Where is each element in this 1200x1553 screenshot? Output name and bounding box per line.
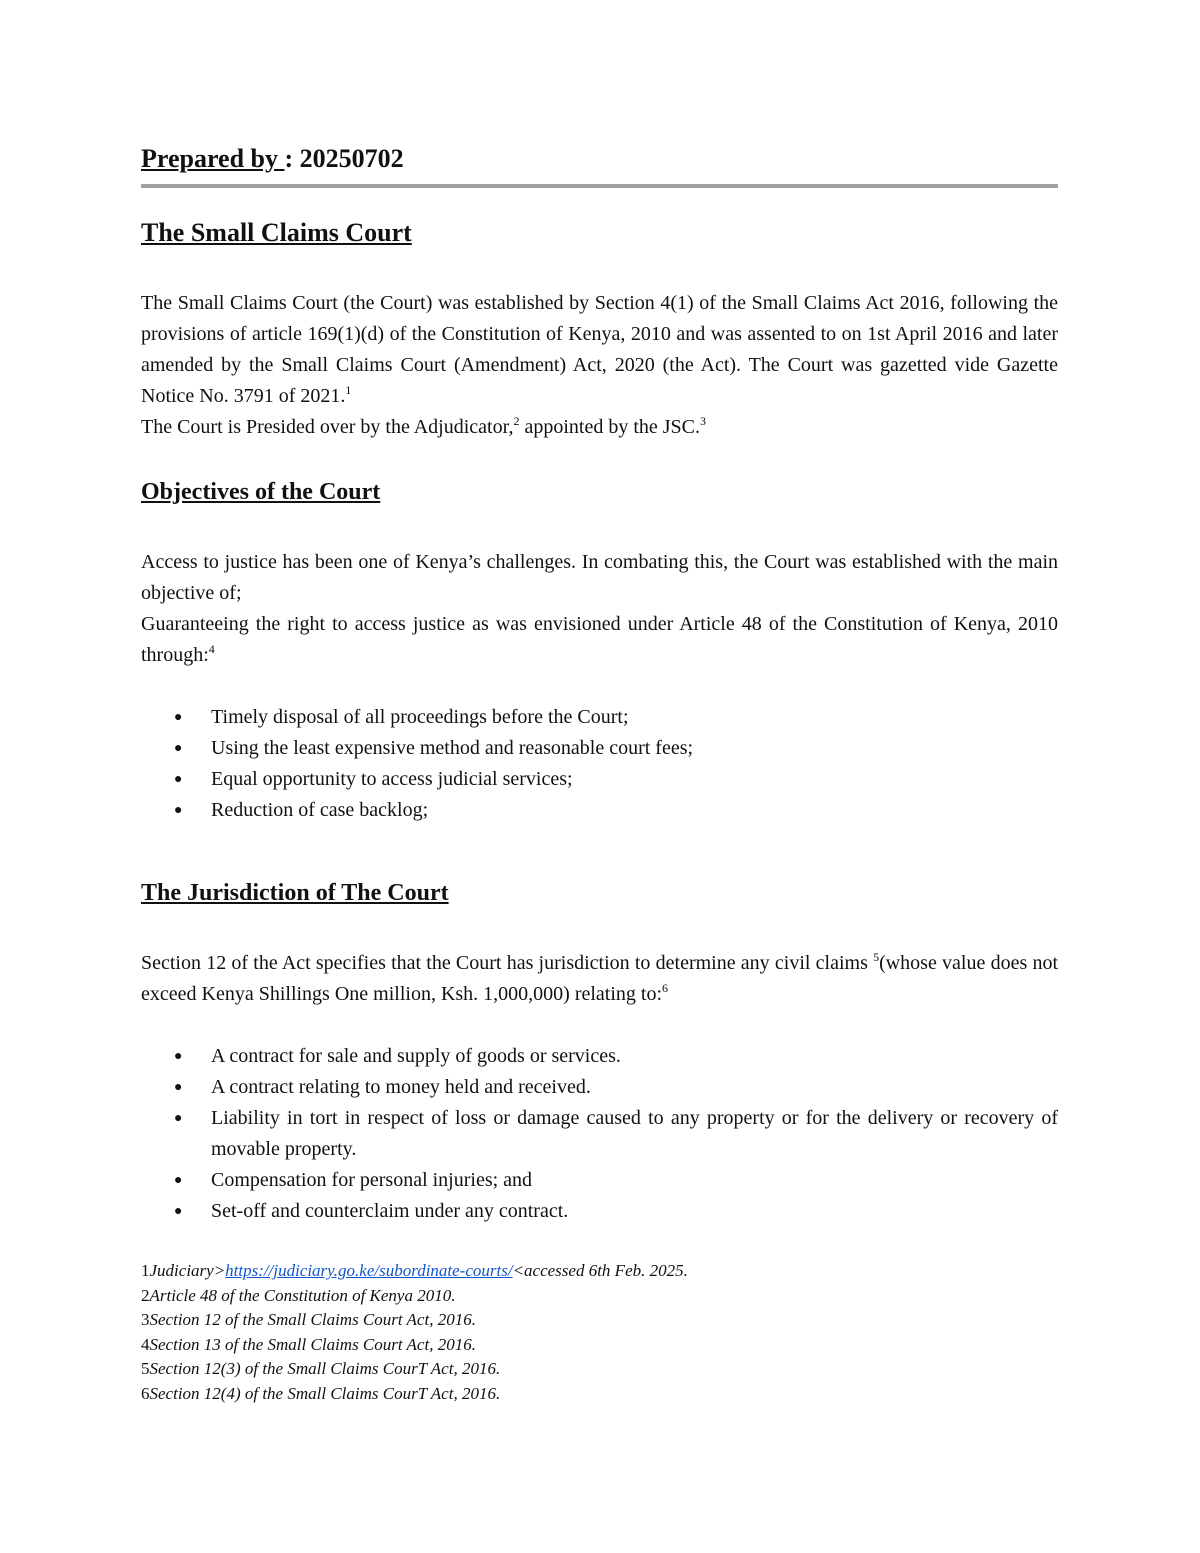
jurisdiction-text-b: (whose value does not exceed Kenya Shillings One million, Ksh. 1,000,000) relating to: bbox=[141, 952, 1058, 1005]
footnote-text: Section 12 of the Small Claims Court Act, 2016. bbox=[149, 1310, 476, 1329]
adjudicator-paragraph bbox=[141, 412, 1058, 443]
footnote-number: 1 bbox=[141, 1261, 150, 1280]
footnote-ref-1[interactable]: 1 bbox=[345, 383, 352, 397]
section-title-small-claims-court: The Small Claims Court bbox=[141, 218, 412, 247]
footnotes bbox=[141, 1259, 1058, 1406]
footnote-ref-5[interactable]: 5 bbox=[873, 950, 880, 964]
footnote-1-prefix: Judiciary> bbox=[149, 1261, 226, 1280]
list-item: ● Equal opportunity to access judicial services; bbox=[141, 764, 1058, 795]
objectives-list bbox=[141, 702, 1058, 826]
document-content bbox=[141, 140, 1058, 1406]
section-title-jurisdiction: The Jurisdiction of The Court bbox=[141, 880, 449, 906]
footnote-text: Section 13 of the Small Claims Court Act, 2016. bbox=[149, 1334, 476, 1354]
list-item: ● Using the least expensive method and reasonable court fees; bbox=[141, 733, 1058, 764]
header-rule bbox=[141, 184, 1058, 188]
footnote-number: 6 bbox=[141, 1383, 150, 1403]
footnote-number: 3 bbox=[141, 1310, 150, 1329]
jurisdiction-text-a: Section 12 of the Act specifies that the Court has jurisdiction to determine any civil claims bbox=[141, 952, 874, 974]
footnote-number: 4 bbox=[141, 1334, 150, 1354]
footnote-ref-4[interactable]: 4 bbox=[208, 642, 215, 656]
prepared-by-colon: : bbox=[284, 144, 294, 173]
footnote-ref-6[interactable]: 6 bbox=[662, 981, 669, 995]
footnote-2 bbox=[141, 1284, 1058, 1309]
prepared-by-line bbox=[141, 140, 1058, 178]
adjudicator-text-b: appointed by the JSC. bbox=[519, 416, 701, 438]
intro-text: The Small Claims Court (the Court) was established by Section 4(1) of the Small Claims Act 2016, following the provisions of article 169(1)(d) of the Constitution of Kenya, 2010 and was assented to on 1st April 2016 and later amended by the Small Claims Court (Amendment) Act, 2020 (the Act). The Court was gazetted vide Gazette Notice No. 3791 of 2021. bbox=[141, 292, 1058, 407]
footnote-4 bbox=[141, 1333, 1058, 1358]
list-item: ● Timely disposal of all proceedings before the Court; bbox=[141, 702, 1058, 733]
footnote-text: Section 12(3) of the Small Claims CourT Act, 2016. bbox=[149, 1359, 501, 1378]
judiciary-link[interactable]: https://judiciary.go.ke/subordinate-courts/ bbox=[225, 1261, 513, 1280]
prepared-by-label: Prepared by bbox=[141, 144, 285, 173]
footnote-text: Article 48 of the Constitution of Kenya 2010. bbox=[149, 1285, 456, 1305]
objectives-paragraph-1: Access to justice has been one of Kenya’s challenges. In combating this, the Court was established with the main objective of; bbox=[141, 551, 1058, 604]
footnote-number: 2 bbox=[141, 1285, 150, 1305]
list-item: ● Liability in tort in respect of loss or damage caused to any property or for the delivery or recovery of movable property. bbox=[141, 1103, 1058, 1165]
list-item: ● A contract for sale and supply of goods or services. bbox=[141, 1041, 1058, 1072]
footnote-ref-2[interactable]: 2 bbox=[513, 414, 520, 428]
list-item: ● Compensation for personal injuries; and bbox=[141, 1165, 1058, 1196]
footnote-ref-3[interactable]: 3 bbox=[700, 414, 707, 428]
footnote-1-suffix: <accessed 6th Feb. 2025. bbox=[512, 1261, 688, 1280]
jurisdiction-list bbox=[141, 1041, 1058, 1227]
list-item: ● Set-off and counterclaim under any contract. bbox=[141, 1196, 1058, 1227]
footnote-number: 5 bbox=[141, 1359, 150, 1378]
list-item: ● A contract relating to money held and received. bbox=[141, 1072, 1058, 1103]
jurisdiction-paragraph bbox=[141, 948, 1058, 1010]
prepared-by-value: 20250702 bbox=[299, 144, 404, 173]
intro-paragraph bbox=[141, 288, 1058, 412]
footnote-5 bbox=[141, 1357, 1058, 1382]
objectives-paragraph-2 bbox=[141, 609, 1058, 671]
footnote-6 bbox=[141, 1382, 1058, 1407]
section-title-objectives: Objectives of the Court bbox=[141, 479, 381, 505]
footnote-1 bbox=[141, 1259, 1058, 1284]
adjudicator-text-a: The Court is Presided over by the Adjudicator, bbox=[141, 416, 514, 438]
footnote-3 bbox=[141, 1308, 1058, 1333]
list-item: ● Reduction of case backlog; bbox=[141, 795, 1058, 826]
objectives-text: Guaranteeing the right to access justice as was envisioned under Article 48 of the Constitution of Kenya, 2010 through: bbox=[141, 613, 1058, 666]
footnote-text: Section 12(4) of the Small Claims CourT Act, 2016. bbox=[149, 1383, 501, 1403]
